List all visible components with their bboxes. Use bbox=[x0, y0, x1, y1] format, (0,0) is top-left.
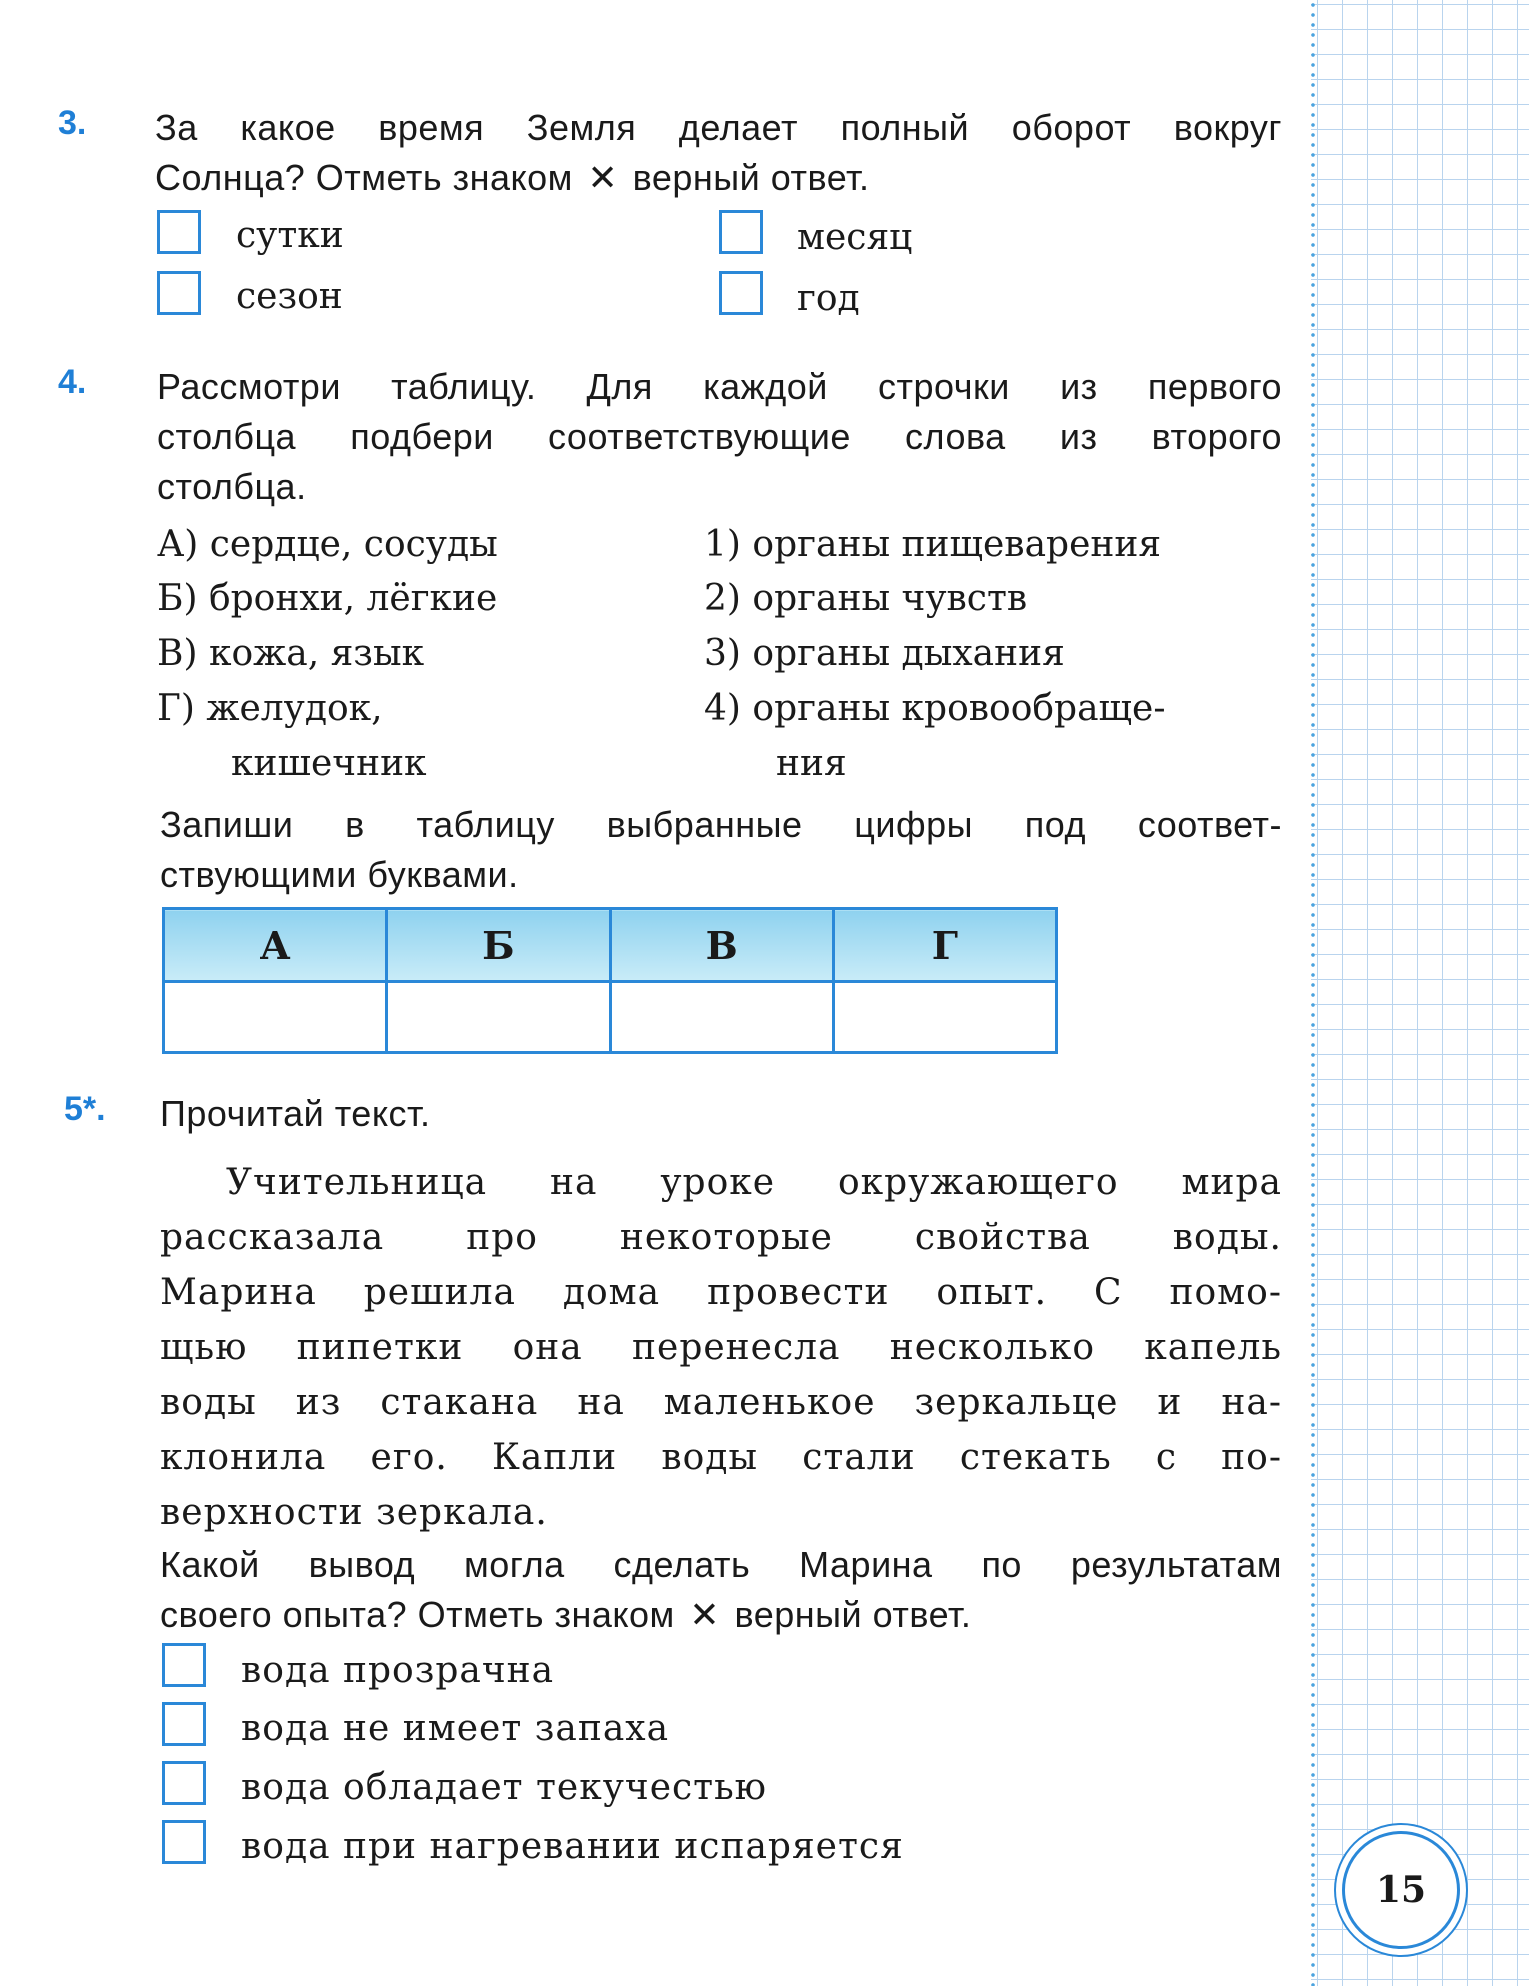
task5-option-label-3: вода обладает текучестью bbox=[241, 1767, 768, 1808]
answer-table-header-a: А bbox=[164, 909, 387, 982]
task5-option-checkbox-3[interactable] bbox=[162, 1761, 206, 1805]
story-line-5: воды из стакана на маленькое зеркальце и на- bbox=[160, 1382, 1282, 1423]
cross-mark-icon: ✕ bbox=[587, 157, 619, 198]
task4-number: 4. bbox=[58, 363, 87, 401]
right-item-4-continued: ния bbox=[776, 743, 847, 784]
task3-question bbox=[155, 103, 1282, 203]
task5-question-line2: своего опыта? Отметь знаком ✕ верный ответ. bbox=[160, 1594, 972, 1635]
task5-number: 5*. bbox=[64, 1090, 106, 1128]
story-line-6: клонила его. Капли воды стали стекать с по- bbox=[160, 1437, 1282, 1478]
answer-cell-g[interactable] bbox=[833, 982, 1056, 1053]
task5-question bbox=[160, 1540, 1282, 1640]
task3-option-checkbox-4[interactable] bbox=[719, 271, 763, 315]
answer-table bbox=[162, 907, 1058, 1054]
left-item-g: Г) желудок, bbox=[157, 688, 383, 729]
task4-question-line3: столбца. bbox=[157, 466, 307, 507]
task4-question-line1: Рассмотри таблицу. Для каждой строчки из первого bbox=[157, 366, 1282, 407]
task5-question-line1: Какой вывод могла сделать Марина по результатам bbox=[160, 1544, 1282, 1585]
task5-option-checkbox-4[interactable] bbox=[162, 1820, 206, 1864]
left-item-b: Б) бронхи, лёгкие bbox=[157, 578, 498, 619]
task5-option-checkbox-1[interactable] bbox=[162, 1643, 206, 1687]
left-item-v: В) кожа, язык bbox=[157, 633, 425, 674]
right-item-4: 4) органы кровообраще- bbox=[704, 688, 1166, 729]
task5-option-label-1: вода прозрачна bbox=[241, 1650, 555, 1691]
task3-option-label-3: сезон bbox=[236, 276, 343, 317]
answer-table-header-g: Г bbox=[833, 909, 1056, 982]
task3-option-checkbox-1[interactable] bbox=[157, 210, 201, 254]
task3-option-label-1: сутки bbox=[236, 215, 344, 256]
task5-option-checkbox-2[interactable] bbox=[162, 1702, 206, 1746]
story-line-4: щью пипетки она перенесла несколько капель bbox=[160, 1327, 1282, 1368]
task4-instruction-line2: ствующими буквами. bbox=[160, 854, 519, 895]
left-item-g-continued: кишечник bbox=[231, 743, 427, 784]
task3-question-line2: Солнца? Отметь знаком ✕ верный ответ. bbox=[155, 157, 870, 198]
task4-question-line2: столбца подбери соответствующие слова из второго bbox=[157, 416, 1282, 457]
story-line-2: рассказала про некоторые свойства воды. bbox=[160, 1217, 1282, 1258]
task3-option-label-2: месяц bbox=[797, 217, 913, 258]
answer-cell-b[interactable] bbox=[387, 982, 610, 1053]
task3-option-checkbox-2[interactable] bbox=[719, 210, 763, 254]
task3-option-checkbox-3[interactable] bbox=[157, 271, 201, 315]
task5-option-label-4: вода при нагревании испаряется bbox=[241, 1826, 904, 1867]
story-line-1: Учительница на уроке окружающего мира bbox=[226, 1162, 1282, 1203]
story-line-7: верхности зеркала. bbox=[160, 1492, 548, 1533]
graph-paper-margin bbox=[1311, 0, 1529, 1986]
task3-question-line1: За какое время Земля делает полный оборот вокруг bbox=[155, 107, 1282, 148]
left-item-a: А) сердце, сосуды bbox=[157, 524, 498, 565]
right-item-1: 1) органы пищеварения bbox=[704, 524, 1162, 565]
task5-option-label-2: вода не имеет запаха bbox=[241, 1708, 670, 1749]
task4-instruction bbox=[160, 800, 1282, 900]
answer-cell-a[interactable] bbox=[164, 982, 387, 1053]
cross-mark-icon: ✕ bbox=[689, 1594, 720, 1635]
answer-table-header-b: Б bbox=[387, 909, 610, 982]
task3-number: 3. bbox=[58, 104, 87, 142]
right-item-2: 2) органы чувств bbox=[704, 578, 1028, 619]
story-line-3: Марина решила дома провести опыт. С помо- bbox=[160, 1272, 1282, 1313]
task3-option-label-4: год bbox=[797, 278, 860, 319]
page-number: 15 bbox=[1342, 1831, 1460, 1949]
task4-instruction-line1: Запиши в таблицу выбранные цифры под соответ- bbox=[160, 804, 1282, 845]
answer-cell-v[interactable] bbox=[610, 982, 833, 1053]
answer-table-header-v: В bbox=[610, 909, 833, 982]
right-item-3: 3) органы дыхания bbox=[704, 633, 1065, 674]
task5-prompt: Прочитай текст. bbox=[160, 1093, 431, 1134]
story-text bbox=[160, 1155, 1282, 1540]
task4-question bbox=[157, 362, 1282, 512]
